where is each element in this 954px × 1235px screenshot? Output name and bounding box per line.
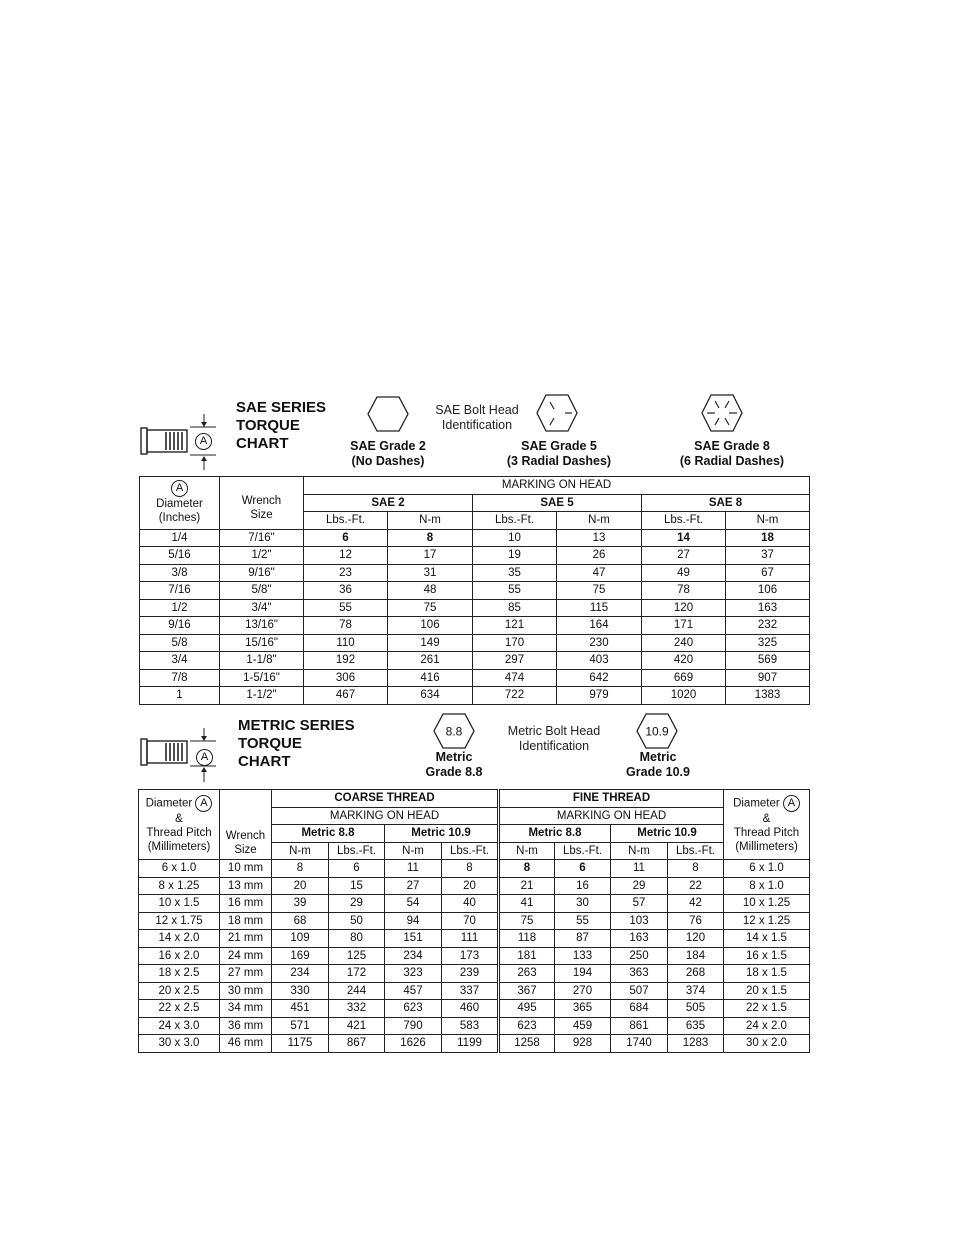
table-cell: 133 — [555, 947, 611, 965]
sae-grade-8-label: SAE Grade 8 (6 Radial Dashes) — [679, 439, 785, 468]
table-cell: 1283 — [668, 1035, 724, 1053]
sae-grade-5-label: SAE Grade 5 (3 Radial Dashes) — [506, 439, 612, 468]
table-cell: 13 — [557, 529, 642, 547]
fine-thread-header: FINE THREAD — [499, 790, 724, 808]
hex-6-radial-dashes-icon — [700, 393, 744, 433]
table-cell: 861 — [611, 1017, 668, 1035]
sae-chart-title: SAE SERIES TORQUE CHART — [236, 399, 327, 452]
table-cell: 9/16 — [140, 617, 220, 635]
wrench-label: Wrench — [241, 494, 282, 507]
table-cell: 8 x 1.25 — [139, 877, 220, 895]
table-row — [139, 877, 810, 895]
sae-8-header: SAE 8 — [642, 494, 810, 512]
sae-table-body — [140, 529, 810, 704]
table-cell: 7/16" — [220, 529, 304, 547]
table-cell: 263 — [499, 965, 555, 983]
coarse-marking-header: MARKING ON HEAD — [272, 807, 499, 825]
table-cell: 20 — [442, 877, 499, 895]
table-cell: 55 — [473, 582, 557, 600]
table-cell: 30 mm — [220, 982, 272, 1000]
table-row — [139, 965, 810, 983]
table-cell: 268 — [668, 965, 724, 983]
table-cell: 110 — [304, 634, 388, 652]
table-cell: 1175 — [272, 1035, 329, 1053]
table-cell: 11 — [611, 860, 668, 878]
table-cell: 37 — [726, 547, 810, 565]
table-cell: 39 — [272, 895, 329, 913]
table-cell: 118 — [499, 930, 555, 948]
table-cell: 120 — [642, 599, 726, 617]
unit-cell: Lbs.-Ft. — [442, 842, 499, 860]
table-cell: 75 — [499, 912, 555, 930]
metric-table-body — [139, 860, 810, 1053]
diameter-unit: (Millimeters) — [735, 841, 798, 853]
table-cell: 634 — [388, 687, 473, 705]
table-cell: 451 — [272, 1000, 329, 1018]
diameter-label: Diameter — [733, 797, 780, 810]
table-cell: 8 — [499, 860, 555, 878]
table-cell: 26 — [557, 547, 642, 565]
table-cell: 3/4" — [220, 599, 304, 617]
table-cell: 467 — [304, 687, 388, 705]
table-cell: 87 — [555, 930, 611, 948]
table-cell: 330 — [272, 982, 329, 1000]
table-cell: 907 — [726, 669, 810, 687]
metric-identification-label: Metric Bolt Head Identification — [507, 724, 601, 753]
table-cell: 230 — [557, 634, 642, 652]
table-cell: 13 mm — [220, 877, 272, 895]
table-cell: 171 — [642, 617, 726, 635]
metric-diameter-header-right — [724, 790, 810, 860]
fine-metric-10-9-header: Metric 10.9 — [611, 825, 724, 843]
table-cell: 3/8 — [140, 564, 220, 582]
table-cell: 261 — [388, 652, 473, 670]
diameter-unit: (Inches) — [158, 512, 201, 525]
table-cell: 239 — [442, 965, 499, 983]
table-cell: 106 — [388, 617, 473, 635]
table-cell: 1-5/16" — [220, 669, 304, 687]
table-cell: 583 — [442, 1017, 499, 1035]
table-cell: 29 — [611, 877, 668, 895]
table-cell: 163 — [611, 930, 668, 948]
table-cell: 169 — [272, 947, 329, 965]
table-cell: 505 — [668, 1000, 724, 1018]
table-row — [140, 669, 810, 687]
table-cell: 24 mm — [220, 947, 272, 965]
table-cell: 332 — [329, 1000, 385, 1018]
table-cell: 420 — [642, 652, 726, 670]
table-cell: 1258 — [499, 1035, 555, 1053]
table-cell: 234 — [385, 947, 442, 965]
table-cell: 14 — [642, 529, 726, 547]
wrench-sub: Size — [250, 508, 273, 521]
metric-torque-table — [138, 789, 810, 1053]
metric-grade-10-9-label: Metric Grade 10.9 — [626, 750, 690, 779]
unit-cell: N-m — [557, 512, 642, 530]
table-cell: 48 — [388, 582, 473, 600]
table-cell: 459 — [555, 1017, 611, 1035]
table-cell: 234 — [272, 965, 329, 983]
table-cell: 9/16" — [220, 564, 304, 582]
diameter-symbol: A — [195, 795, 212, 812]
table-row — [140, 529, 810, 547]
table-cell: 18 x 1.5 — [724, 965, 810, 983]
table-cell: 6 x 1.0 — [139, 860, 220, 878]
table-cell: 495 — [499, 1000, 555, 1018]
table-cell: 115 — [557, 599, 642, 617]
diameter-label: Diameter — [145, 797, 193, 810]
sae-wrench-header — [220, 477, 304, 530]
sae-grade-2-label: SAE Grade 2 (No Dashes) — [350, 439, 426, 468]
table-cell: 337 — [442, 982, 499, 1000]
table-cell: 50 — [329, 912, 385, 930]
table-cell: 121 — [473, 617, 557, 635]
table-cell: 41 — [499, 895, 555, 913]
table-cell: 8 — [388, 529, 473, 547]
table-cell: 20 x 2.5 — [139, 982, 220, 1000]
table-cell: 232 — [726, 617, 810, 635]
unit-cell: Lbs.-Ft. — [555, 842, 611, 860]
fine-marking-header: MARKING ON HEAD — [499, 807, 724, 825]
table-cell: 22 — [668, 877, 724, 895]
table-cell: 623 — [385, 1000, 442, 1018]
table-row — [140, 687, 810, 705]
table-cell: 55 — [555, 912, 611, 930]
table-cell: 94 — [385, 912, 442, 930]
metric-wrench-header — [220, 790, 272, 860]
table-cell: 10 mm — [220, 860, 272, 878]
table-cell: 173 — [442, 947, 499, 965]
table-cell: 85 — [473, 599, 557, 617]
table-cell: 323 — [385, 965, 442, 983]
table-cell: 30 — [555, 895, 611, 913]
table-cell: 24 x 3.0 — [139, 1017, 220, 1035]
table-cell: 13/16" — [220, 617, 304, 635]
table-cell: 669 — [642, 669, 726, 687]
table-cell: 1740 — [611, 1035, 668, 1053]
table-cell: 642 — [557, 669, 642, 687]
sae-marking-header: MARKING ON HEAD — [304, 477, 810, 495]
table-cell: 250 — [611, 947, 668, 965]
hex-3-radial-dashes-icon — [535, 393, 579, 433]
table-row — [139, 1017, 810, 1035]
unit-cell: Lbs.-Ft. — [473, 512, 557, 530]
table-cell: 1199 — [442, 1035, 499, 1053]
table-cell: 27 mm — [220, 965, 272, 983]
table-cell: 34 mm — [220, 1000, 272, 1018]
table-cell: 367 — [499, 982, 555, 1000]
table-cell: 8 — [668, 860, 724, 878]
metric-diameter-label: A — [196, 749, 213, 766]
table-cell: 5/8" — [220, 582, 304, 600]
table-cell: 365 — [555, 1000, 611, 1018]
table-cell: 6 — [304, 529, 388, 547]
table-cell: 31 — [388, 564, 473, 582]
table-cell: 12 — [304, 547, 388, 565]
table-cell: 10 x 1.5 — [139, 895, 220, 913]
table-cell: 474 — [473, 669, 557, 687]
table-cell: 70 — [442, 912, 499, 930]
table-cell: 194 — [555, 965, 611, 983]
table-cell: 1020 — [642, 687, 726, 705]
table-cell: 19 — [473, 547, 557, 565]
table-cell: 306 — [304, 669, 388, 687]
table-cell: 192 — [304, 652, 388, 670]
table-cell: 325 — [726, 634, 810, 652]
sae-2-header: SAE 2 — [304, 494, 473, 512]
table-cell: 78 — [642, 582, 726, 600]
table-cell: 16 mm — [220, 895, 272, 913]
table-cell: 1/2 — [140, 599, 220, 617]
table-cell: 8 — [272, 860, 329, 878]
table-cell: 27 — [642, 547, 726, 565]
table-row — [140, 652, 810, 670]
table-cell: 7/8 — [140, 669, 220, 687]
metric-grade-8-8-label: Metric Grade 8.8 — [425, 750, 483, 779]
table-cell: 5/8 — [140, 634, 220, 652]
metric-chart-title: METRIC SERIES TORQUE CHART — [238, 717, 355, 770]
table-cell: 15 — [329, 877, 385, 895]
table-cell: 569 — [726, 652, 810, 670]
diameter-label: Diameter — [156, 498, 203, 511]
table-cell: 684 — [611, 1000, 668, 1018]
table-cell: 47 — [557, 564, 642, 582]
table-cell: 11 — [385, 860, 442, 878]
table-cell: 125 — [329, 947, 385, 965]
table-row — [140, 599, 810, 617]
table-row — [139, 860, 810, 878]
table-cell: 5/16 — [140, 547, 220, 565]
table-cell: 363 — [611, 965, 668, 983]
table-cell: 18 mm — [220, 912, 272, 930]
sae-torque-table — [139, 476, 810, 705]
table-cell: 75 — [388, 599, 473, 617]
table-cell: 722 — [473, 687, 557, 705]
table-cell: 120 — [668, 930, 724, 948]
sae-identification-label: SAE Bolt Head Identification — [435, 403, 519, 432]
metric-header-row-1 — [139, 790, 810, 808]
table-cell: 17 — [388, 547, 473, 565]
table-row — [139, 1000, 810, 1018]
table-row — [139, 982, 810, 1000]
diameter-symbol: A — [783, 795, 800, 812]
sae-header-row-1 — [140, 477, 810, 495]
table-cell: 416 — [388, 669, 473, 687]
table-cell: 75 — [557, 582, 642, 600]
table-cell: 374 — [668, 982, 724, 1000]
unit-cell: N-m — [499, 842, 555, 860]
table-row — [140, 564, 810, 582]
table-cell: 21 mm — [220, 930, 272, 948]
diameter-and: & — [175, 813, 183, 825]
diameter-and: & — [762, 813, 771, 825]
table-cell: 16 x 2.0 — [139, 947, 220, 965]
table-cell: 1-1/8" — [220, 652, 304, 670]
coarse-metric-10-9-header: Metric 10.9 — [385, 825, 499, 843]
sae-5-header: SAE 5 — [473, 494, 642, 512]
table-cell: 10 — [473, 529, 557, 547]
table-cell: 103 — [611, 912, 668, 930]
unit-cell: Lbs.-Ft. — [642, 512, 726, 530]
unit-cell: N-m — [388, 512, 473, 530]
table-cell: 163 — [726, 599, 810, 617]
table-cell: 164 — [557, 617, 642, 635]
table-cell: 8 x 1.0 — [724, 877, 810, 895]
fine-metric-8-8-header: Metric 8.8 — [499, 825, 611, 843]
unit-cell: Lbs.-Ft. — [668, 842, 724, 860]
table-cell: 27 — [385, 877, 442, 895]
diameter-unit: (Millimeters) — [147, 841, 211, 853]
table-cell: 49 — [642, 564, 726, 582]
table-cell: 1-1/2" — [220, 687, 304, 705]
table-cell: 14 x 1.5 — [724, 930, 810, 948]
unit-cell: N-m — [726, 512, 810, 530]
table-cell: 12 x 1.25 — [724, 912, 810, 930]
table-row — [139, 947, 810, 965]
table-cell: 6 — [555, 860, 611, 878]
table-row — [139, 930, 810, 948]
table-cell: 36 — [304, 582, 388, 600]
wrench-label: Wrench — [225, 830, 266, 842]
table-row — [140, 617, 810, 635]
table-cell: 16 — [555, 877, 611, 895]
table-cell: 106 — [726, 582, 810, 600]
table-cell: 1/2" — [220, 547, 304, 565]
unit-cell: N-m — [385, 842, 442, 860]
table-cell: 1383 — [726, 687, 810, 705]
table-cell: 928 — [555, 1035, 611, 1053]
table-row — [139, 895, 810, 913]
table-cell: 507 — [611, 982, 668, 1000]
table-cell: 1 — [140, 687, 220, 705]
table-cell: 3/4 — [140, 652, 220, 670]
table-row — [140, 634, 810, 652]
table-cell: 29 — [329, 895, 385, 913]
table-cell: 181 — [499, 947, 555, 965]
table-cell: 12 x 1.75 — [139, 912, 220, 930]
table-cell: 22 x 2.5 — [139, 1000, 220, 1018]
table-cell: 170 — [473, 634, 557, 652]
unit-cell: N-m — [272, 842, 329, 860]
table-cell: 46 mm — [220, 1035, 272, 1053]
svg-text:8.8: 8.8 — [445, 724, 463, 739]
table-cell: 23 — [304, 564, 388, 582]
wrench-sub: Size — [234, 844, 257, 856]
table-cell: 21 — [499, 877, 555, 895]
table-cell: 16 x 1.5 — [724, 947, 810, 965]
sae-diameter-header — [140, 477, 220, 530]
table-cell: 172 — [329, 965, 385, 983]
table-cell: 149 — [388, 634, 473, 652]
table-cell: 36 mm — [220, 1017, 272, 1035]
table-row — [139, 912, 810, 930]
unit-cell: Lbs.-Ft. — [304, 512, 388, 530]
table-cell: 35 — [473, 564, 557, 582]
table-cell: 244 — [329, 982, 385, 1000]
table-cell: 571 — [272, 1017, 329, 1035]
hex-metric-8-8-icon — [432, 712, 476, 750]
table-cell: 790 — [385, 1017, 442, 1035]
unit-cell: N-m — [611, 842, 668, 860]
hex-no-dashes-icon — [366, 395, 410, 433]
table-cell: 68 — [272, 912, 329, 930]
table-cell: 1/4 — [140, 529, 220, 547]
thread-pitch-label: Thread Pitch — [733, 827, 800, 839]
table-cell: 867 — [329, 1035, 385, 1053]
table-cell: 297 — [473, 652, 557, 670]
hex-metric-10-9-icon — [635, 712, 679, 750]
table-cell: 109 — [272, 930, 329, 948]
table-cell: 623 — [499, 1017, 555, 1035]
table-cell: 111 — [442, 930, 499, 948]
table-cell: 403 — [557, 652, 642, 670]
table-cell: 67 — [726, 564, 810, 582]
table-cell: 57 — [611, 895, 668, 913]
table-cell: 240 — [642, 634, 726, 652]
table-cell: 151 — [385, 930, 442, 948]
table-cell: 421 — [329, 1017, 385, 1035]
table-cell: 20 — [272, 877, 329, 895]
diameter-symbol: A — [171, 480, 188, 497]
table-cell: 18 x 2.5 — [139, 965, 220, 983]
table-cell: 20 x 1.5 — [724, 982, 810, 1000]
table-row — [139, 1035, 810, 1053]
table-cell: 15/16" — [220, 634, 304, 652]
table-cell: 979 — [557, 687, 642, 705]
table-cell: 54 — [385, 895, 442, 913]
table-cell: 55 — [304, 599, 388, 617]
unit-cell: Lbs.-Ft. — [329, 842, 385, 860]
table-row — [140, 582, 810, 600]
table-cell: 184 — [668, 947, 724, 965]
table-cell: 30 x 3.0 — [139, 1035, 220, 1053]
table-cell: 42 — [668, 895, 724, 913]
sae-diameter-label: A — [195, 433, 212, 450]
table-cell: 460 — [442, 1000, 499, 1018]
table-cell: 1626 — [385, 1035, 442, 1053]
svg-text:10.9: 10.9 — [645, 724, 669, 739]
metric-diameter-header-left — [139, 790, 220, 860]
table-cell: 6 — [329, 860, 385, 878]
table-cell: 14 x 2.0 — [139, 930, 220, 948]
table-cell: 80 — [329, 930, 385, 948]
table-cell: 30 x 2.0 — [724, 1035, 810, 1053]
thread-pitch-label: Thread Pitch — [146, 827, 212, 839]
table-cell: 10 x 1.25 — [724, 895, 810, 913]
table-cell: 18 — [726, 529, 810, 547]
table-cell: 76 — [668, 912, 724, 930]
table-cell: 635 — [668, 1017, 724, 1035]
table-cell: 6 x 1.0 — [724, 860, 810, 878]
table-cell: 22 x 1.5 — [724, 1000, 810, 1018]
table-cell: 78 — [304, 617, 388, 635]
table-cell: 457 — [385, 982, 442, 1000]
table-cell: 270 — [555, 982, 611, 1000]
table-cell: 7/16 — [140, 582, 220, 600]
coarse-thread-header: COARSE THREAD — [272, 790, 499, 808]
table-cell: 40 — [442, 895, 499, 913]
coarse-metric-8-8-header: Metric 8.8 — [272, 825, 385, 843]
table-cell: 24 x 2.0 — [724, 1017, 810, 1035]
table-cell: 8 — [442, 860, 499, 878]
table-row — [140, 547, 810, 565]
